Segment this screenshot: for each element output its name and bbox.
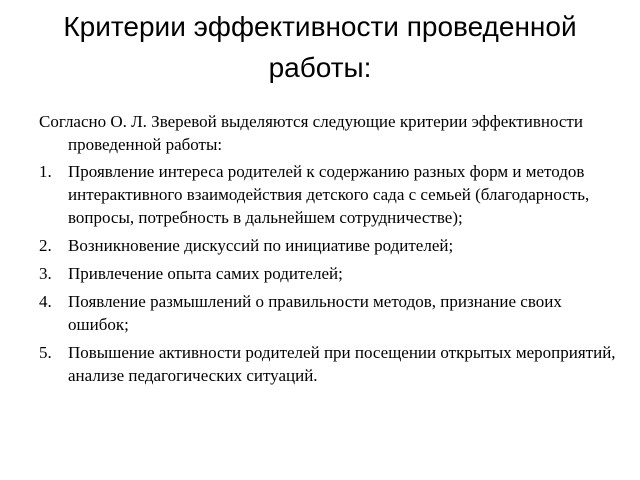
criteria-item-5: [39, 341, 625, 387]
item-number: 1.: [39, 162, 52, 181]
item-number: 5.: [39, 343, 52, 362]
item-text: Проявление интереса родителей к содержанию разных форм и методов интерактивного взаимодействия детского сада с семьей (благодарность, вопросы, потребность в дальнейшем сотрудничестве);: [68, 162, 590, 227]
slide-title: Критерии эффективности проведенной работы:: [63, 11, 577, 83]
criteria-list: [39, 160, 625, 387]
slide-body: [39, 110, 625, 392]
intro-paragraph: Согласно О. Л. Зверевой выделяются следующие критерии эффективности проведенной работы:: [39, 112, 583, 154]
item-number: 2.: [39, 236, 52, 255]
criteria-item-3: [39, 262, 625, 285]
item-number: 3.: [39, 264, 52, 283]
item-text: Появление размышлений о правильности методов, признание своих ошибок;: [68, 292, 562, 334]
criteria-item-4: [39, 290, 625, 336]
item-text: Возникновение дискуссий по инициативе родителей;: [68, 236, 454, 255]
criteria-item-1: [39, 160, 625, 229]
item-text: Привлечение опыта самих родителей;: [68, 264, 343, 283]
criteria-item-2: [39, 234, 625, 257]
item-text: Повышение активности родителей при посещении открытых мероприятий, анализе педагогических ситуаций.: [68, 343, 616, 385]
item-number: 4.: [39, 292, 52, 311]
